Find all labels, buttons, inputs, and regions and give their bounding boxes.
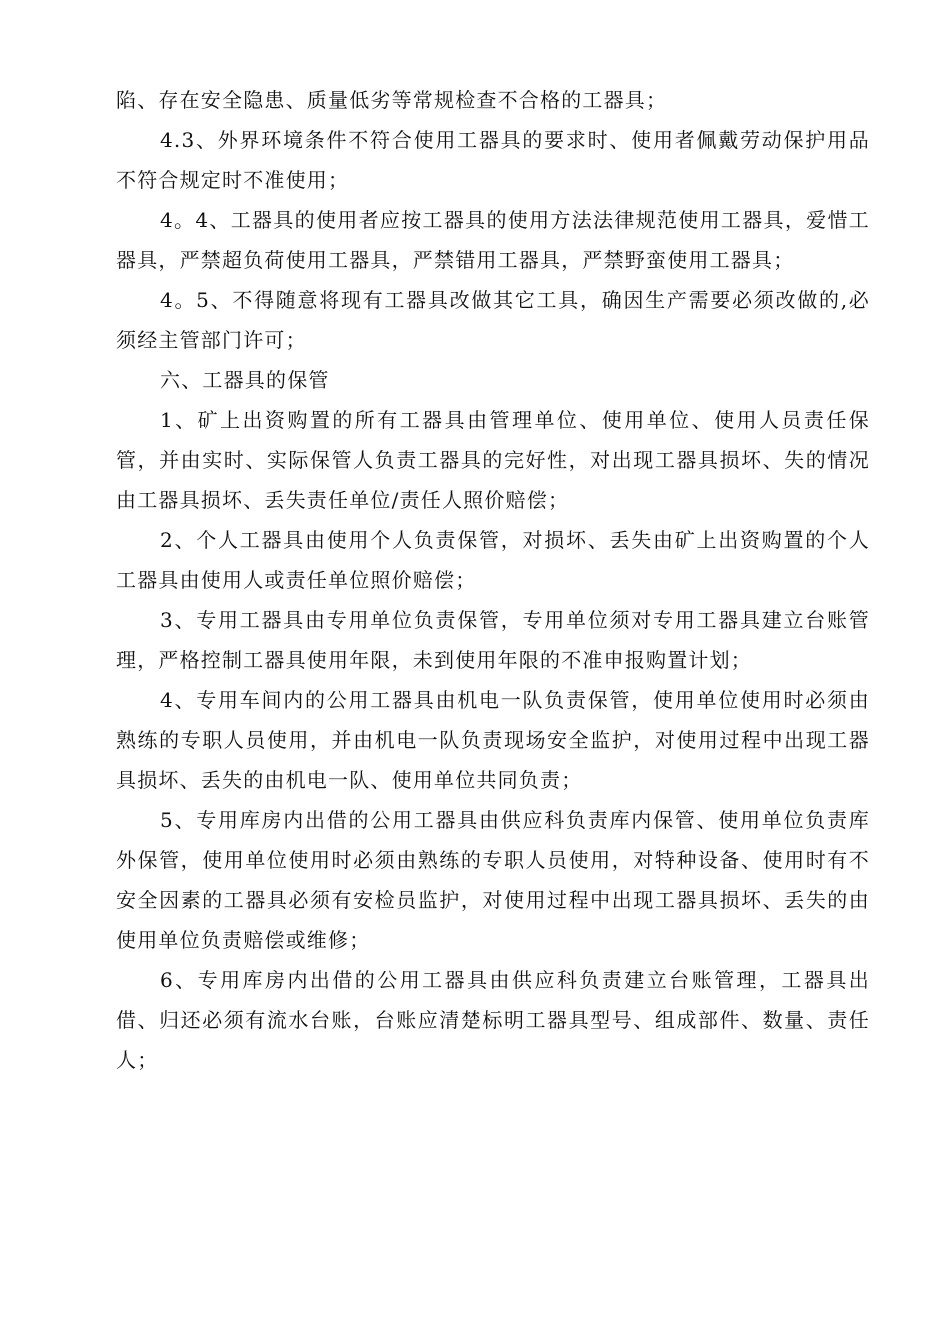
paragraph-storage-3: 3、专用工器具由专用单位负责保管，专用单位须对专用工器具建立台账管理，严格控制工器具使用年限，未到使用年限的不准申报购置计划； [116, 608, 870, 672]
paragraph-4-4: 4。4、工器具的使用者应按工器具的使用方法法律规范使用工器具，爱惜工器具，严禁超负荷使用工器具，严禁错用工器具，严禁野蛮使用工器具； [116, 208, 870, 272]
paragraph-storage-2: 2、个人工器具由使用个人负责保管，对损坏、丢失由矿上出资购置的个人工器具由使用人或责任单位照价赔偿； [116, 528, 870, 592]
paragraph-4-5: 4。5、不得随意将现有工器具改做其它工具，确因生产需要必须改做的,必须经主管部门许可； [116, 288, 870, 352]
paragraph-storage-5: 5、专用库房内出借的公用工器具由供应科负责库内保管、使用单位负责库外保管，使用单位使用时必须由熟练的专职人员使用，对特种设备、使用时有不安全因素的工器具必须有安检员监护，对使用过程中出现工器具损坏、丢失的由使用单位负责赔偿或维修； [116, 808, 870, 952]
document-body [116, 80, 870, 1080]
paragraph-continuation: 陷、存在安全隐患、质量低劣等常规检查不合格的工器具； [116, 88, 668, 112]
paragraph-storage-4: 4、专用车间内的公用工器具由机电一队负责保管，使用单位使用时必须由熟练的专职人员使用，并由机电一队负责现场安全监护，对使用过程中出现工器具损坏、丢失的由机电一队、使用单位共同负责； [116, 688, 870, 792]
paragraph-storage-6: 6、专用库房内出借的公用工器具由供应科负责建立台账管理，工器具出借、归还必须有流水台账，台账应清楚标明工器具型号、组成部件、数量、责任人； [116, 968, 870, 1072]
paragraph-storage-1: 1、矿上出资购置的所有工器具由管理单位、使用单位、使用人员责任保管，并由实时、实际保管人负责工器具的完好性，对出现工器具损坏、失的情况由工器具损坏、丢失责任单位/责任人照价赔偿； [116, 408, 870, 512]
paragraph-4-3: 4.3、外界环境条件不符合使用工器具的要求时、使用者佩戴劳动保护用品不符合规定时不准使用； [116, 128, 870, 192]
section-heading-storage: 六、工器具的保管 [160, 368, 330, 392]
